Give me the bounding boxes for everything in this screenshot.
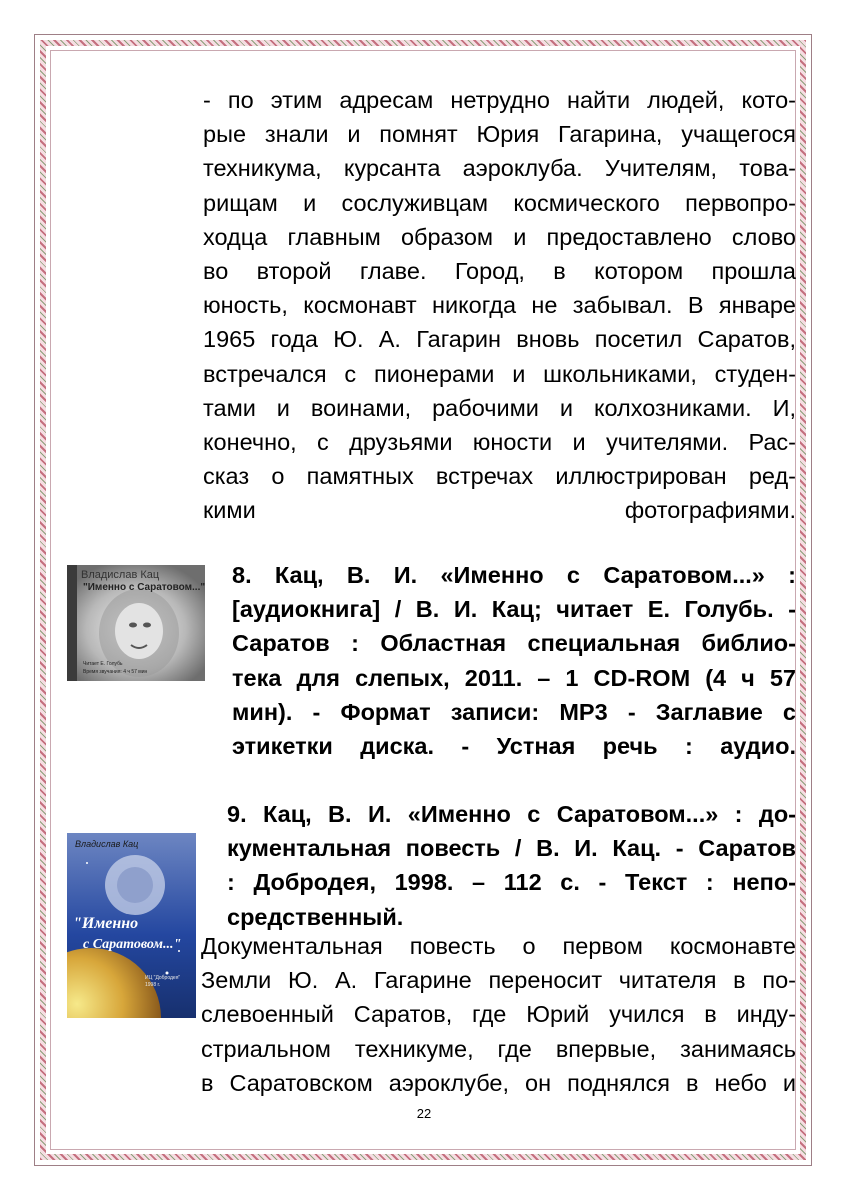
entry-9-desc-line: в Саратовском аэроклубе, он поднялся в небо и [201,1069,796,1096]
entry-8-line: [аудиокнига] / В. И. Кац; читает Е. Голубь. - [232,596,796,623]
entry-8-citation [232,558,796,763]
entry-9-citation [227,797,796,934]
intro-line: конечно, с друзьями юности и учителями. Рас- [203,429,796,456]
intro-line: 1965 года Ю. А. Гагарин вновь посетил Саратов, [203,326,796,353]
intro-line: во второй главе. Город, в котором прошла [203,258,796,285]
book-cover-publisher: ИЦ "Добродея" 1998 г. [145,975,181,988]
entry-9-line: средственный. [227,903,404,930]
intro-line: юность, космонавт никогда не забывал. В январе [203,292,796,319]
intro-line: тами и воинами, рабочими и колхозниками. И, [203,394,796,421]
cd-cover-time: Время звучания: 4 ч 57 мин [83,669,148,675]
entry-8-line: этикетки диска. - Устная речь : аудио. [232,733,796,760]
intro-line: техникума, курсанта аэроклуба. Учителям, това- [203,155,796,182]
cd-cover-image [67,565,205,681]
entry-9-line: 9. Кац, В. И. «Именно с Саратовом...» : до- [227,801,796,827]
intro-line: ходца главным образом и предоставлено слово [203,223,796,250]
entry-9-description [201,929,796,1100]
book-cover-author: Владислав Кац [75,839,139,849]
intro-line: рые знали и помнят Юрия Гагарина, учащегося [203,121,796,148]
entry-9-desc-line: Документальная повесть о первом космонавте [201,933,796,959]
intro-line: - по этим адресам нетрудно найти людей, кото- [203,87,796,113]
intro-line: кими фотографиями. [203,497,796,524]
entry-8-line: Саратов : Областная специальная библио- [232,630,796,657]
entry-8-line: тека для слепых, 2011. – 1 CD-ROM (4 ч 57 [232,664,796,691]
entry-9-desc-line: слевоенный Саратов, где Юрий учился в инду- [201,1001,796,1028]
entry-9-desc-line: стриальном техникуме, где впервые, занимаясь [201,1035,796,1062]
intro-line: рищам и сослуживцам космического первопро- [203,189,796,216]
cd-cover-author: Владислав Кац [81,569,160,581]
entry-9-line: : Добродея, 1998. – 112 с. - Текст : непо- [227,869,796,896]
cd-cover-title: "Именно с Саратовом..." [83,582,205,593]
book-cover-title-2: с Саратовом..." [83,937,182,952]
entry-9-line: кументальная повесть / В. И. Кац. - Саратов [227,835,796,862]
intro-paragraph [203,83,796,528]
entry-8-line: мин). - Формат записи: МР3 - Заглавие с [232,698,796,725]
book-cover-image [67,833,196,1018]
intro-line: встречался с пионерами и школьниками, студен- [203,360,796,387]
entry-8-line: 8. Кац, В. И. «Именно с Саратовом...» : [232,562,796,588]
page-number: 22 [416,1106,432,1121]
intro-line: сказ о памятных встречах иллюстрирован ред- [203,463,796,490]
entry-9-desc-line: Земли Ю. А. Гагарине переносит читателя в по- [201,967,796,994]
cd-cover-reader: Читает Е. Голубь [83,661,123,667]
book-cover-title-1: "Именно [73,915,139,932]
